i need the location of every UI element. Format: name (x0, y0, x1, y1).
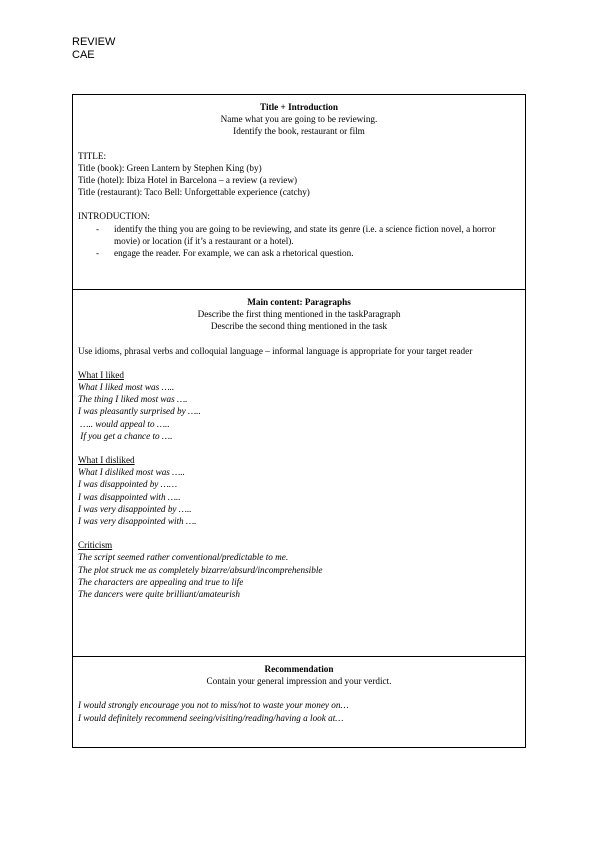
phrase-line: I was disappointed by …… (78, 479, 178, 490)
title-example: Title (restaurant): Taco Bell: Unforgettable experience (catchy) (78, 187, 310, 198)
phrase-line: ….. would appeal to ….. (78, 418, 170, 429)
phrase-line: The characters are appealing and true to life (78, 576, 244, 587)
disliked-label: What I disliked (78, 455, 135, 466)
title-label: TITLE: (78, 150, 107, 161)
list-item-text: identify the thing you are going to be reviewing, and state its genre (i.e. a science fiction novel, a horror movie) or location (if it’s a restaurant or a hotel). (114, 223, 496, 246)
phrase-line: I was disappointed with ….. (78, 491, 181, 502)
phrase-line: I was very disappointed with …. (78, 516, 197, 527)
doc-type-label: REVIEW (72, 36, 116, 48)
phrase-line: If you get a chance to …. (78, 430, 173, 441)
section-description: Contain your general impression and your verdict. (206, 676, 392, 687)
title-introduction-section (73, 95, 525, 290)
phrase-line: What I disliked most was ….. (78, 467, 185, 478)
exam-level-label: CAE (72, 49, 95, 61)
section-description: Name what you are going to be reviewing. (220, 114, 378, 125)
section-heading: Main content: Paragraphs (247, 297, 351, 307)
phrase-line: The plot struck me as completely bizarre/absurd/incomprehensible (78, 564, 323, 575)
recommendation-section (73, 657, 525, 747)
liked-label: What I liked (78, 369, 124, 380)
section-description: Describe the first thing mentioned in the taskParagraph (197, 309, 401, 320)
phrase-line: The script seemed rather conventional/predictable to me. (78, 552, 289, 563)
phrase-line: I was very disappointed by ….. (78, 503, 192, 514)
review-structure-table (72, 94, 526, 748)
phrase-line: The dancers were quite brilliant/amateurish (78, 589, 240, 600)
section-description: Identify the book, restaurant or film (233, 126, 365, 137)
introduction-label: INTRODUCTION: (78, 211, 150, 222)
title-example: Title (book): Green Lantern by Stephen King (by) (78, 162, 262, 173)
dash-bullet: - (96, 223, 100, 234)
section-heading: Recommendation (264, 664, 334, 674)
document-header (72, 36, 115, 62)
language-note: Use idioms, phrasal verbs and colloquial language – informal language is appropriate for your target reader (78, 345, 473, 356)
list-item-text: engage the reader. For example, we can ask a rhetorical question. (114, 248, 354, 259)
introduction-list (78, 223, 520, 260)
dash-bullet: - (96, 248, 100, 259)
phrase-line: I would definitely recommend seeing/visiting/reading/having a look at… (78, 712, 344, 723)
title-example: Title (hotel): Ibiza Hotel in Barcelona – a review (a review) (78, 175, 298, 186)
main-content-section (73, 290, 525, 657)
section-heading: Title + Introduction (260, 102, 338, 112)
phrase-line: What I liked most was ….. (78, 382, 175, 393)
list-item (78, 247, 520, 259)
list-item (78, 223, 520, 247)
phrase-line: The thing I liked most was …. (78, 394, 188, 405)
phrase-line: I would strongly encourage you not to miss/not to waste your money on… (78, 700, 349, 711)
section-description: Describe the second thing mentioned in the task (210, 321, 388, 332)
criticism-label: Criticism (78, 540, 113, 551)
phrase-line: I was pleasantly surprised by ….. (78, 406, 201, 417)
